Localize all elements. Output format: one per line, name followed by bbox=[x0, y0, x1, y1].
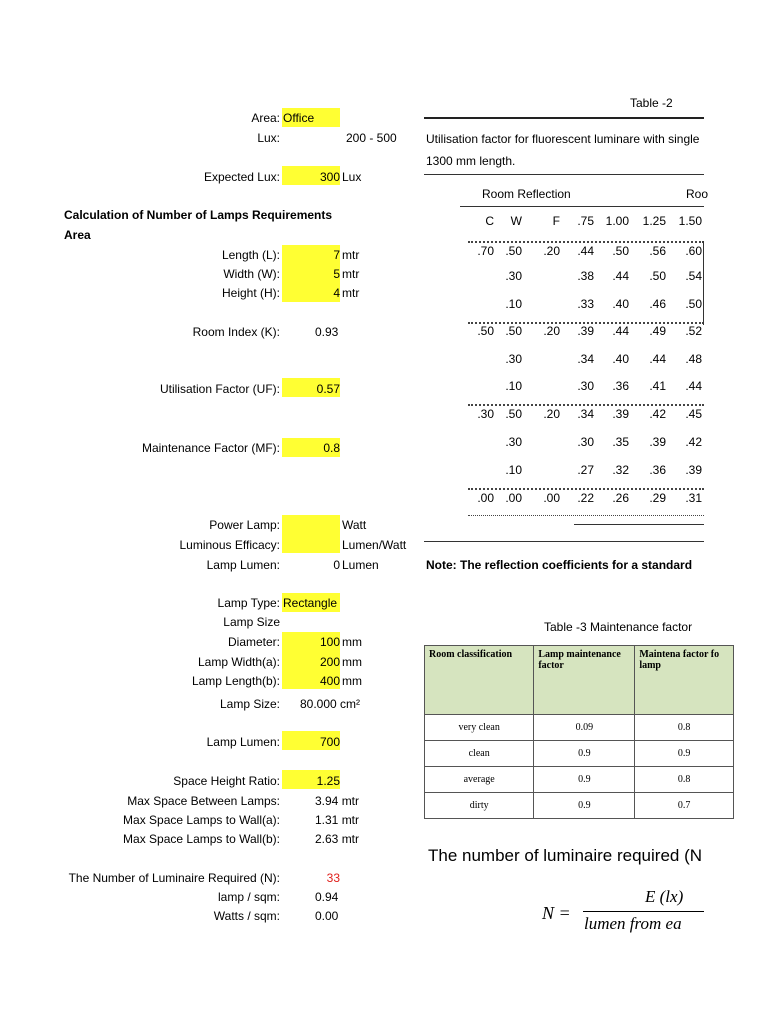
lamp-type-label: Lamp Type: bbox=[217, 596, 280, 610]
table2-cell: .30 bbox=[505, 269, 522, 283]
table3-cell: average bbox=[425, 767, 534, 793]
max-space-label: Max Space Between Lamps: bbox=[127, 794, 280, 808]
table3-header-maint: Maintena factor fo lamp bbox=[635, 646, 734, 715]
table2-cell: .39 bbox=[612, 407, 629, 421]
diameter-unit: mm bbox=[342, 635, 362, 649]
length-unit: mtr bbox=[342, 248, 360, 262]
table3-header-lamp: Lamp maintenance factor bbox=[534, 646, 635, 715]
table2-cell: .30 bbox=[505, 352, 522, 366]
efficacy-label: Luminous Efficacy: bbox=[179, 538, 280, 552]
formula-heading: The number of luminaire required (N bbox=[428, 846, 703, 865]
table2-dotted-separator bbox=[468, 241, 704, 243]
table2-cell: .30 bbox=[505, 435, 522, 449]
room-index-value: 0.93 bbox=[315, 325, 339, 339]
table2-header-cell: 1.25 bbox=[642, 214, 666, 228]
table3-title: Table -3 Maintenance factor bbox=[544, 620, 693, 634]
table-row bbox=[425, 741, 734, 767]
table2-cell: .33 bbox=[577, 297, 594, 311]
width-label: Width (W): bbox=[223, 267, 280, 281]
n-label bbox=[60, 871, 280, 885]
lamp-lumen2-label: Lamp Lumen: bbox=[206, 735, 280, 749]
table2-cell: .39 bbox=[649, 435, 666, 449]
table3-cell: 0.9 bbox=[534, 793, 635, 819]
table2-cell: .10 bbox=[505, 379, 522, 393]
lamp-lumen-unit: Lumen bbox=[342, 558, 379, 572]
table2-right-border bbox=[703, 241, 704, 325]
lamp-width-label: Lamp Width(a): bbox=[197, 655, 280, 669]
table2-cell: .70 bbox=[477, 244, 494, 258]
uf-label: Utilisation Factor (UF): bbox=[159, 382, 280, 396]
length-value[interactable]: 7 bbox=[333, 248, 340, 262]
area-value[interactable]: Office bbox=[283, 111, 315, 125]
table2-cell: .20 bbox=[543, 244, 560, 258]
lux-label: Lux: bbox=[257, 131, 280, 145]
wall-a-value: 1.31 mtr bbox=[315, 813, 360, 827]
wall-a-label: Max Space Lamps to Wall(a): bbox=[123, 813, 280, 827]
table2-cell: .10 bbox=[505, 463, 522, 477]
table3-cell: 0.9 bbox=[534, 767, 635, 793]
diameter-value[interactable]: 100 bbox=[319, 635, 340, 649]
expected-lux-label: Expected Lux: bbox=[203, 170, 280, 184]
table2-cell: .50 bbox=[505, 244, 522, 258]
table2-cell: .42 bbox=[685, 435, 702, 449]
lamp-width-unit: mm bbox=[342, 655, 362, 669]
calc-title: Calculation of Number of Lamps Requirements bbox=[64, 208, 333, 222]
mf-value[interactable]: 0.8 bbox=[323, 441, 340, 455]
table2-cell: .54 bbox=[685, 269, 702, 283]
lamp-width-value[interactable]: 200 bbox=[319, 655, 340, 669]
lamp-sqm-value: 0.94 bbox=[315, 890, 339, 904]
table2-cell: .50 bbox=[612, 244, 629, 258]
table2-cell: .29 bbox=[649, 491, 666, 505]
table2-header-cell: 1.50 bbox=[678, 214, 702, 228]
table2-cell: .35 bbox=[612, 435, 629, 449]
table3-cell: 0.9 bbox=[635, 741, 734, 767]
table3-cell: 0.9 bbox=[534, 741, 635, 767]
table2-cell: .32 bbox=[612, 463, 629, 477]
diameter-label: Diameter: bbox=[227, 635, 280, 649]
wall-b-value: 2.63 mtr bbox=[315, 832, 360, 846]
shr-label: Space Height Ratio: bbox=[173, 774, 280, 788]
table2-cell: .50 bbox=[649, 269, 666, 283]
table2-rule-1 bbox=[424, 174, 704, 175]
table2-cell: .00 bbox=[543, 491, 560, 505]
table2-cell: .30 bbox=[577, 435, 594, 449]
expected-lux-unit: Lux bbox=[342, 170, 362, 184]
formula-denominator: lumen from ea bbox=[584, 914, 682, 933]
n-label-text: The Number of Luminaire Required (N): bbox=[68, 871, 280, 885]
table2-cell: .50 bbox=[505, 407, 522, 421]
formula-fraction-bar bbox=[583, 911, 704, 912]
table2-cell: .39 bbox=[577, 324, 594, 338]
table2-cell: .00 bbox=[505, 491, 522, 505]
table2-cell: .42 bbox=[649, 407, 666, 421]
table2-cell: .34 bbox=[577, 352, 594, 366]
shr-value[interactable]: 1.25 bbox=[316, 774, 340, 788]
table2-group-room-index: Roo bbox=[686, 187, 709, 201]
table-row bbox=[425, 715, 734, 741]
table2-cell: .20 bbox=[543, 407, 560, 421]
table2-cell: .44 bbox=[612, 324, 629, 338]
table3-cell: 0.8 bbox=[635, 767, 734, 793]
table2-header-cell: W bbox=[510, 214, 522, 228]
table2-cell: .45 bbox=[685, 407, 702, 421]
table2-bottom-rule bbox=[424, 541, 704, 542]
table3-cell: clean bbox=[425, 741, 534, 767]
width-unit: mtr bbox=[342, 267, 360, 281]
lamp-size-heading: Lamp Size bbox=[223, 615, 280, 629]
room-index-label: Room Index (K): bbox=[192, 325, 280, 339]
lamp-length-label: Lamp Length(b): bbox=[191, 674, 280, 688]
table2-cell: .10 bbox=[505, 297, 522, 311]
table3-cell: very clean bbox=[425, 715, 534, 741]
table3-cell: 0.8 bbox=[635, 715, 734, 741]
height-unit: mtr bbox=[342, 286, 360, 300]
table2-cell: .44 bbox=[649, 352, 666, 366]
uf-value[interactable]: 0.57 bbox=[316, 382, 340, 396]
formula-lhs: N = bbox=[542, 903, 571, 923]
table2-cell: .44 bbox=[685, 379, 702, 393]
max-space-value: 3.94 mtr bbox=[315, 794, 360, 808]
table2-cell: .50 bbox=[685, 297, 702, 311]
table2-header-cell: C bbox=[485, 214, 494, 228]
power-efficacy-cells-highlight bbox=[282, 515, 340, 553]
table2-header-cell: .75 bbox=[577, 214, 594, 228]
table2-cell: .22 bbox=[577, 491, 594, 505]
table2-rule-2 bbox=[460, 206, 704, 207]
table2-header-cell: F bbox=[552, 214, 560, 228]
table2-cell: .27 bbox=[577, 463, 594, 477]
mf-label: Maintenance Factor (MF): bbox=[141, 441, 280, 455]
table2-cell: .38 bbox=[577, 269, 594, 283]
height-value[interactable]: 4 bbox=[333, 286, 340, 300]
table2-dotted-separator bbox=[468, 515, 704, 516]
table3-cell: 0.7 bbox=[635, 793, 734, 819]
efficacy-unit: Lumen/Watt bbox=[342, 538, 407, 552]
table-row bbox=[425, 767, 734, 793]
width-value[interactable]: 5 bbox=[333, 267, 340, 281]
table2-cell: .40 bbox=[612, 297, 629, 311]
table2-cell: .00 bbox=[477, 491, 494, 505]
table2-cell: .46 bbox=[649, 297, 666, 311]
table2-top-rule bbox=[424, 117, 704, 119]
wall-b-label: Max Space Lamps to Wall(b): bbox=[123, 832, 280, 846]
calc-subtitle: Area bbox=[64, 228, 91, 242]
power-lamp-unit: Watt bbox=[342, 518, 367, 532]
table3-clip bbox=[424, 645, 720, 821]
height-label: Height (H): bbox=[221, 286, 280, 300]
table2-cell: .30 bbox=[477, 407, 494, 421]
table2-note: Note: The reflection coefficients for a standard bbox=[426, 558, 693, 572]
table2-title: Table -2 bbox=[630, 96, 673, 110]
formula-numerator: E (lx) bbox=[645, 887, 684, 906]
length-label: Length (L): bbox=[221, 248, 280, 262]
lamp-lumen2-value[interactable]: 700 bbox=[319, 735, 340, 749]
table2-group-room-reflection: Room Reflection bbox=[482, 187, 571, 201]
table2-cell: .30 bbox=[577, 379, 594, 393]
expected-lux-value[interactable]: 300 bbox=[319, 170, 340, 184]
maintenance-factor-table bbox=[424, 645, 734, 819]
table2-cell: .31 bbox=[685, 491, 702, 505]
lamp-sqm-label: lamp / sqm: bbox=[217, 890, 280, 904]
area-label: Area: bbox=[251, 111, 280, 125]
table2-cell: .44 bbox=[577, 244, 594, 258]
table2-cell: .48 bbox=[685, 352, 702, 366]
table3-header-room: Room classification bbox=[425, 646, 534, 715]
watts-sqm-value: 0.00 bbox=[315, 909, 339, 923]
table2-caption-line2: 1300 mm length. bbox=[426, 154, 516, 168]
table2-cell: .26 bbox=[612, 491, 629, 505]
lamp-length-unit: mm bbox=[342, 674, 362, 688]
table2-bottom-rule bbox=[574, 524, 704, 525]
table2-cell: .41 bbox=[649, 379, 666, 393]
watts-sqm-label: Watts / sqm: bbox=[213, 909, 280, 923]
lamp-length-value[interactable]: 400 bbox=[319, 674, 340, 688]
table2-cell: .36 bbox=[649, 463, 666, 477]
n-value: 33 bbox=[326, 871, 340, 885]
lamp-size-value: 80.000 cm² bbox=[300, 697, 361, 711]
table2-cell: .52 bbox=[685, 324, 702, 338]
table2-cell: .50 bbox=[505, 324, 522, 338]
table2-cell: .56 bbox=[649, 244, 666, 258]
table2-dotted-separator bbox=[468, 404, 704, 406]
lamp-lumen-value: 0 bbox=[333, 558, 340, 572]
lamp-lumen-label: Lamp Lumen: bbox=[206, 558, 280, 572]
table2-cell: .36 bbox=[612, 379, 629, 393]
table-row bbox=[425, 793, 734, 819]
table2-dotted-separator bbox=[468, 488, 704, 490]
table2-cell: .44 bbox=[612, 269, 629, 283]
table2-cell: .40 bbox=[612, 352, 629, 366]
table2-cell: .50 bbox=[477, 324, 494, 338]
table2-cell: .34 bbox=[577, 407, 594, 421]
table2-cell: .20 bbox=[543, 324, 560, 338]
table3-cell: dirty bbox=[425, 793, 534, 819]
table2-cell: .49 bbox=[649, 324, 666, 338]
table2-caption-line1: Utilisation factor for fluorescent luminare with single bbox=[426, 132, 700, 146]
lamp-size-label: Lamp Size: bbox=[219, 697, 280, 711]
table2-cell: .60 bbox=[685, 244, 702, 258]
lamp-type-value[interactable]: Rectangle bbox=[283, 596, 338, 610]
table2-header-cell: 1.00 bbox=[605, 214, 629, 228]
lux-value[interactable]: 200 - 500 bbox=[346, 131, 397, 145]
power-lamp-label: Power Lamp: bbox=[209, 518, 280, 532]
table2-cell: .39 bbox=[685, 463, 702, 477]
table2-dotted-separator bbox=[468, 322, 704, 324]
table3-cell: 0.09 bbox=[534, 715, 635, 741]
